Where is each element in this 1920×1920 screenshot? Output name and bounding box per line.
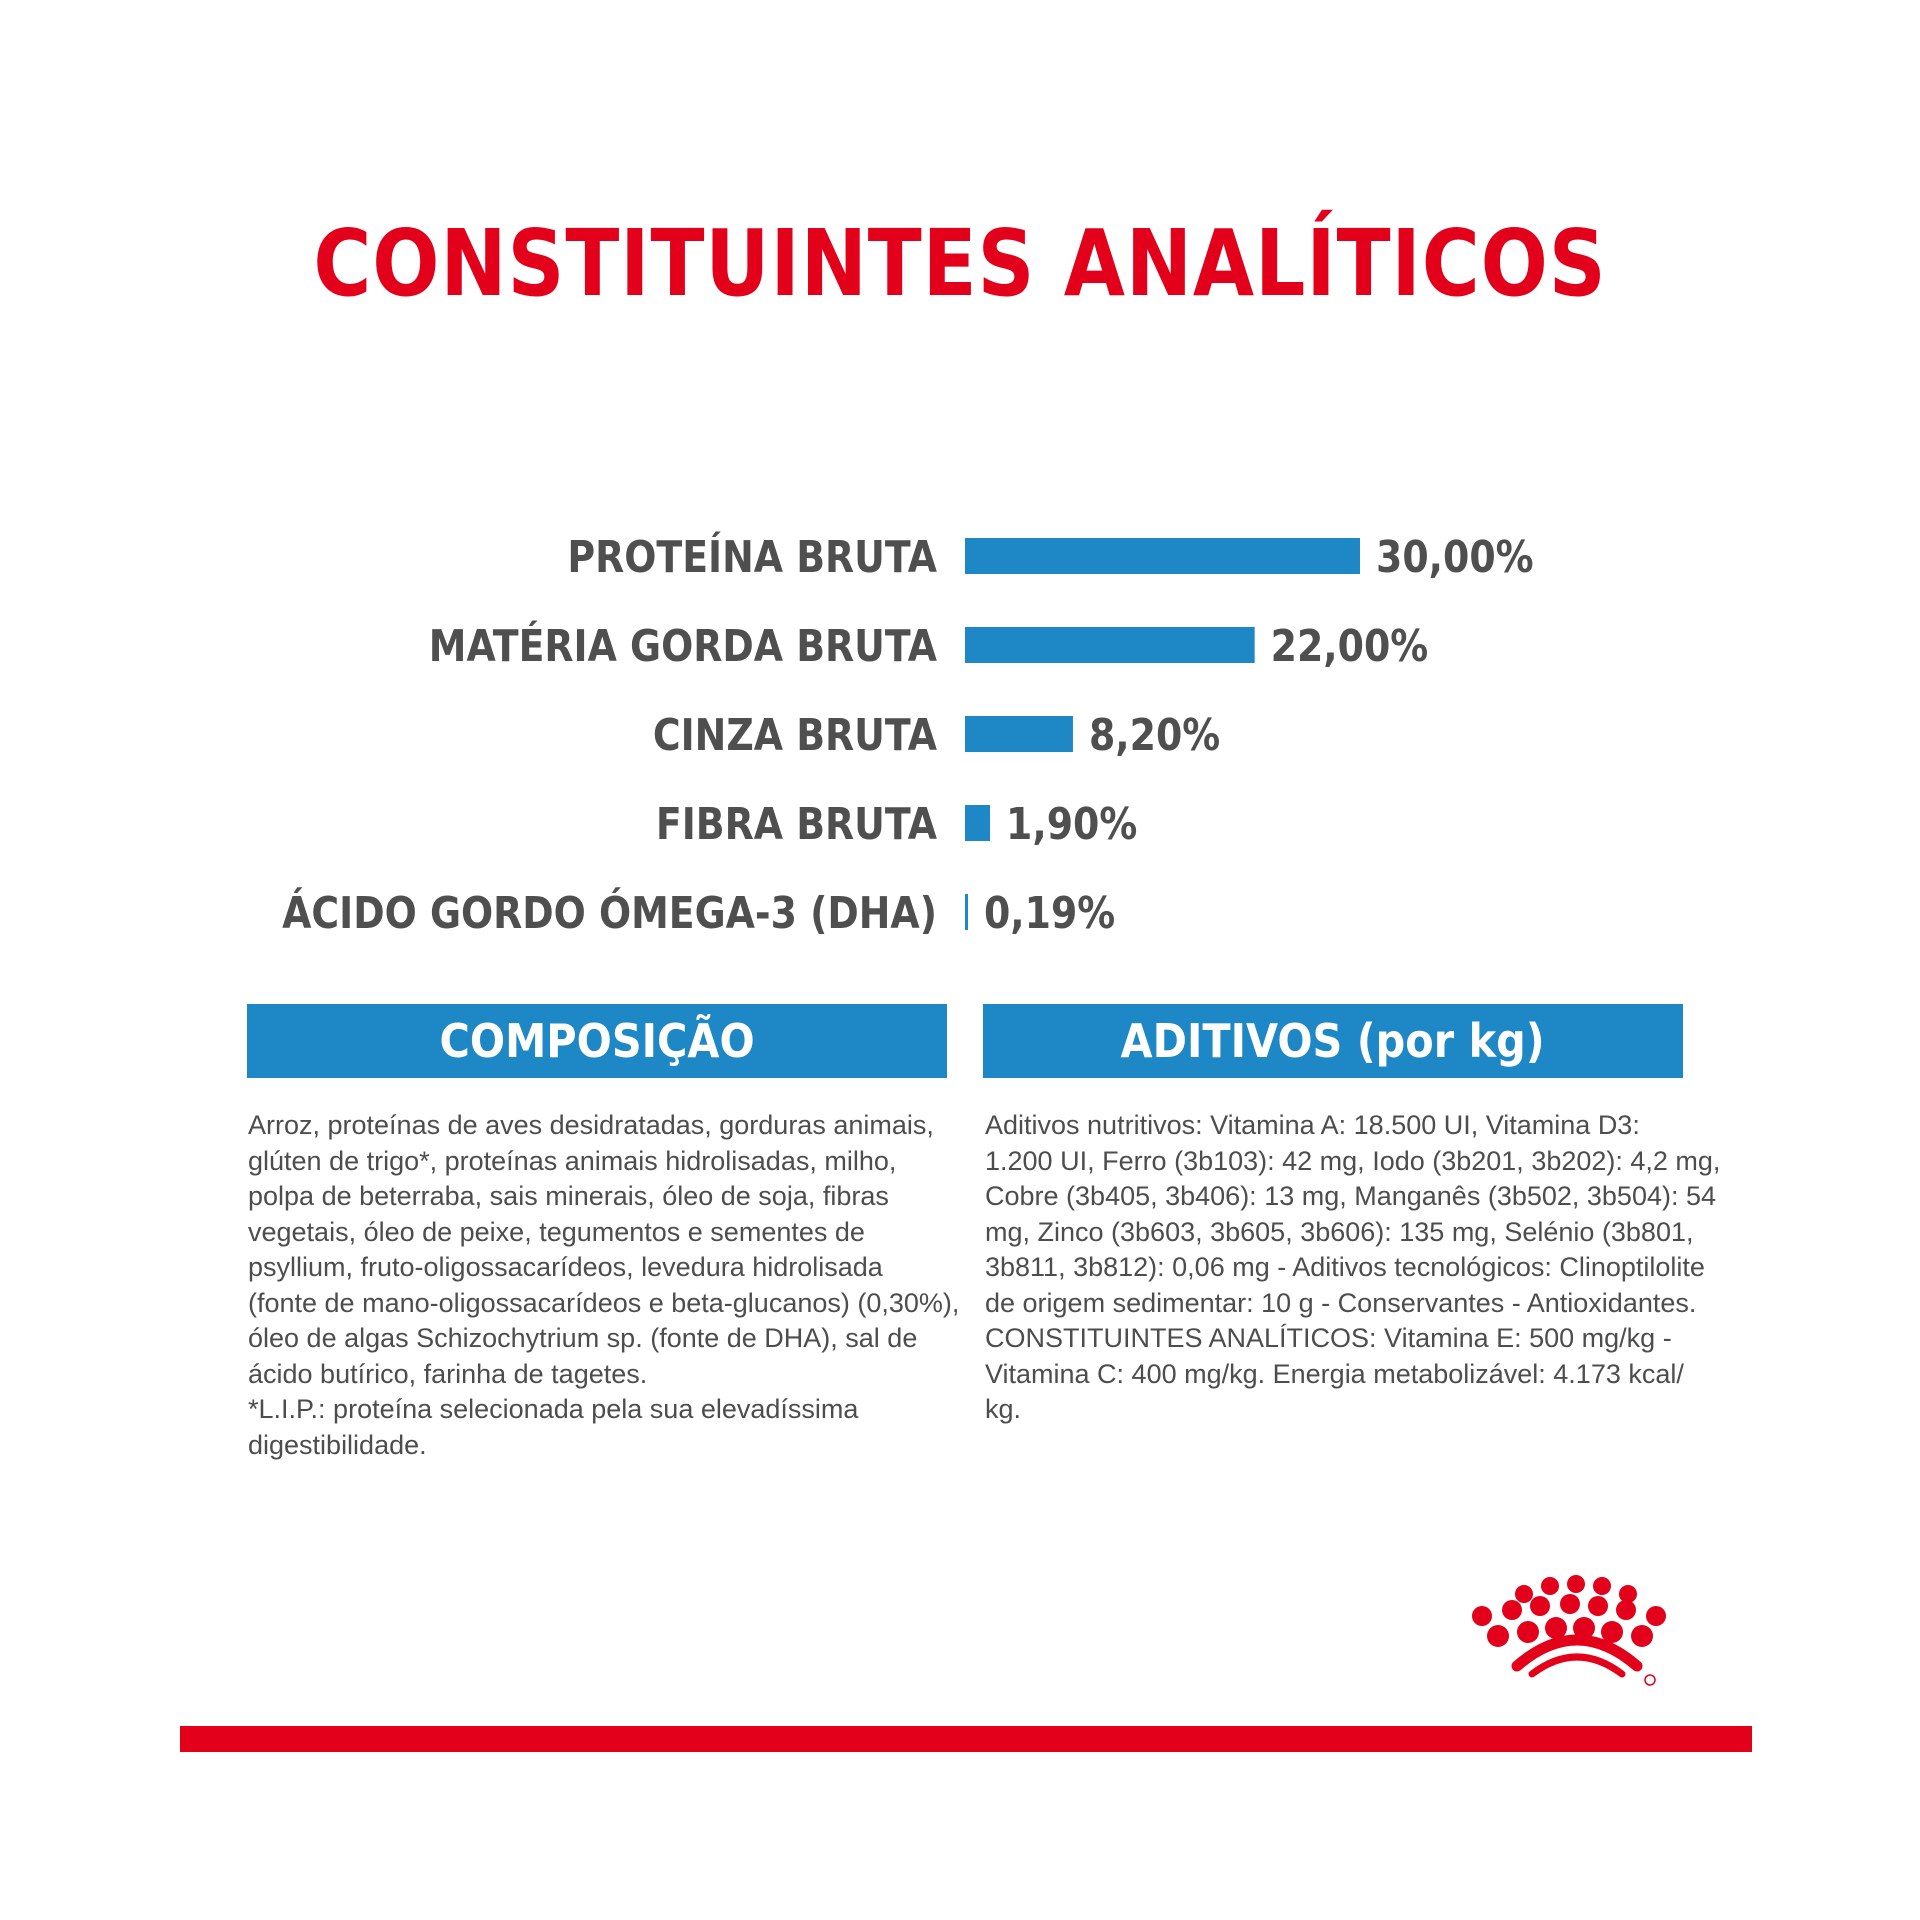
bar <box>965 894 968 930</box>
category-label: CINZA BRUTA <box>652 709 937 761</box>
aditivos-text <box>985 1108 1721 1428</box>
composicao-text <box>248 1108 960 1463</box>
bar <box>965 627 1255 663</box>
text-line: vegetais, óleo de peixe, tegumentos e sementes de <box>248 1216 865 1247</box>
crown-dot <box>1616 1600 1636 1620</box>
text-line: polpa de beterraba, sais minerais, óleo de soja, fibras <box>248 1181 889 1211</box>
crown-dot <box>1530 1596 1550 1616</box>
text-line: ácido butírico, farinha de tagetes. <box>248 1358 648 1389</box>
crown-dot <box>1593 1577 1611 1595</box>
text-line: mg, Zinco (3b603, 3b605, 3b606): 135 mg, Selénio (3b801, <box>985 1216 1694 1247</box>
aditivos-header <box>983 1004 1683 1078</box>
value-label: 0,19% <box>984 887 1116 939</box>
text-line: Aditivos nutritivos: Vitamina A: 18.500 UI, Vitamina D3: <box>985 1110 1640 1140</box>
crown-arc <box>1517 1640 1637 1666</box>
category-label: FIBRA BRUTA <box>655 798 937 850</box>
crown-dot <box>1646 1606 1666 1626</box>
crown-dot <box>1517 1621 1539 1643</box>
text-line: (fonte de mano-oligossacarídeos e beta-glucanos) (0,30%), <box>248 1287 960 1318</box>
crown-dot <box>1487 1625 1509 1647</box>
category-label: PROTEÍNA BRUTA <box>567 531 937 583</box>
text-line: Cobre (3b405, 3b406): 13 mg, Manganês (3b502, 3b504): 54 <box>985 1181 1717 1211</box>
category-label: MATÉRIA GORDA BRUTA <box>428 620 937 672</box>
text-line: psyllium, fruto-oligossacarídeos, levedura hidrolisada <box>248 1252 883 1282</box>
text-line: de origem sedimentar: 10 g - Conservantes - Antioxidantes. <box>985 1287 1697 1318</box>
bar <box>965 805 990 841</box>
page-title: CONSTITUINTES ANALÍTICOS <box>313 210 1607 317</box>
value-label: 1,90% <box>1006 798 1138 850</box>
crown-dot <box>1588 1596 1608 1616</box>
crown-dot <box>1631 1625 1653 1647</box>
value-label: 22,00% <box>1270 620 1429 672</box>
value-label: 30,00% <box>1376 531 1534 583</box>
composicao-header-label: COMPOSIÇÃO <box>439 1014 755 1068</box>
value-label: 8,20% <box>1088 709 1221 761</box>
category-label: ÁCIDO GORDO ÓMEGA-3 (DHA) <box>282 887 937 939</box>
bar <box>965 538 1360 574</box>
crown-dot <box>1515 1585 1533 1603</box>
crown-arc-inner <box>1532 1657 1622 1674</box>
royal-canin-crown-logo <box>1472 1574 1682 1694</box>
registered-mark-icon <box>1645 1675 1655 1685</box>
text-line: óleo de algas Schizochytrium sp. (fonte de DHA), sal de <box>248 1323 918 1353</box>
text-line: CONSTITUINTES ANALÍTICOS: Vitamina E: 500 mg/kg - <box>985 1323 1672 1353</box>
aditivos-header-label: ADITIVOS (por kg) <box>1120 1014 1546 1068</box>
composicao-header <box>247 1004 947 1078</box>
bottom-red-bar <box>180 1726 1752 1752</box>
text-line: glúten de trigo*, proteínas animais hidrolisadas, milho, <box>248 1145 897 1176</box>
text-line: digestibilidade. <box>248 1429 427 1460</box>
crown-dot <box>1541 1577 1559 1595</box>
text-line: kg. <box>985 1394 1022 1424</box>
text-line: 3b811, 3b812): 0,06 mg - Aditivos tecnológicos: Clinoptilolite <box>985 1252 1705 1282</box>
text-line: Arroz, proteínas de aves desidratadas, gorduras animais, <box>248 1110 934 1140</box>
text-line: Vitamina C: 400 mg/kg. Energia metabolizável: 4.173 kcal/ <box>985 1358 1684 1389</box>
crown-dot <box>1567 1575 1585 1593</box>
crown-dot <box>1472 1606 1492 1626</box>
crown-dot <box>1502 1600 1522 1620</box>
text-line: 1.200 UI, Ferro (3b103): 42 mg, Iodo (3b201, 3b202): 4,2 mg, <box>985 1145 1721 1176</box>
text-line: *L.I.P.: proteína selecionada pela sua elevadíssima <box>248 1394 859 1424</box>
bar <box>965 716 1073 752</box>
crown-dot <box>1560 1594 1580 1614</box>
